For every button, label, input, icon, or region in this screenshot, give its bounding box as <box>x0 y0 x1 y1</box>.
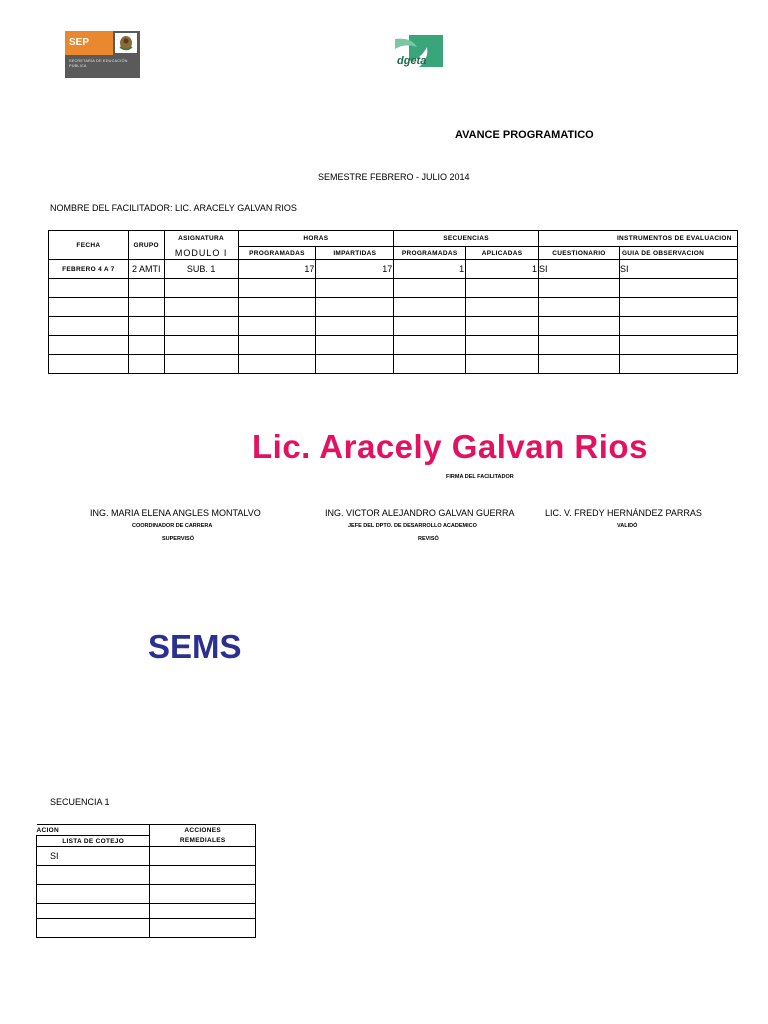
header-cuestionario: CUESTIONARIO <box>538 247 619 260</box>
header-secuencias: SECUENCIAS <box>394 231 539 247</box>
signature-label: FIRMA DEL FACILITADOR <box>446 474 514 480</box>
table-row <box>37 866 256 885</box>
table-row <box>49 298 738 317</box>
cell-lista-cotejo: SI <box>37 847 150 866</box>
header-programadas-horas: PROGRAMADAS <box>238 247 316 260</box>
header-guia: GUIA DE OBSERVACION <box>619 247 737 260</box>
signer-role-1: COORDINADOR DE CARRERA <box>132 523 213 529</box>
sep-logo-subtitle: SECRETARÍA DE EDUCACIÓN PÚBLICA <box>69 59 128 68</box>
signer-role-2: JEFE DEL DPTO. DE DESARROLLO ACADEMICO <box>348 523 477 529</box>
facilitador-label: NOMBRE DEL FACILITADOR: LIC. ARACELY GALVAN RIOS <box>50 203 297 213</box>
secuencia-label: SECUENCIA 1 <box>50 797 110 807</box>
cell-asignatura: SUB. 1 <box>164 260 238 279</box>
signer-role-3: VALIDÓ <box>617 523 638 529</box>
table-row <box>37 919 256 938</box>
header-acciones: ACCIONES <box>150 825 256 836</box>
avance-table <box>48 230 738 374</box>
table-row <box>37 847 256 866</box>
signature-name: Lic. Aracely Galvan Rios <box>252 428 648 465</box>
cell-guia: SI <box>619 260 737 279</box>
signer-action-2: REVISÓ <box>418 536 439 542</box>
cell-impartidas: 17 <box>316 260 394 279</box>
header-programadas-secuencias: PROGRAMADAS <box>394 247 466 260</box>
header-acion: ACION <box>37 825 150 836</box>
cell-grupo: 2 AMTI <box>128 260 164 279</box>
sems-label: SEMS <box>148 628 242 665</box>
header-aplicadas: APLICADAS <box>466 247 539 260</box>
signer-name-2: ING. VICTOR ALEJANDRO GALVAN GUERRA <box>325 508 515 518</box>
table-row <box>49 336 738 355</box>
table-row <box>37 885 256 904</box>
header-impartidas: IMPARTIDAS <box>316 247 394 260</box>
header-asignatura: ASIGNATURA <box>164 231 238 247</box>
header-grupo: GRUPO <box>128 231 164 260</box>
cell-programadas-horas: 17 <box>238 260 316 279</box>
signer-action-1: SUPERVISÓ <box>162 536 194 542</box>
table-row <box>49 355 738 374</box>
header-lista-cotejo: LISTA DE COTEJO <box>37 836 150 847</box>
page-title: AVANCE PROGRAMATICO <box>455 129 594 141</box>
secuencia-table <box>36 824 256 938</box>
dgeta-logo-label: dgeta <box>397 55 427 67</box>
header-fecha: FECHA <box>49 231 129 260</box>
table-row <box>49 317 738 336</box>
sep-logo-label: SEP <box>65 31 113 55</box>
header-horas: HORAS <box>238 231 394 247</box>
table-row <box>49 279 738 298</box>
header-instrumentos: INSTRUMENTOS DE EVALUACION <box>538 231 737 247</box>
table-row <box>49 260 738 279</box>
cell-programadas-secuencias: 1 <box>394 260 466 279</box>
table-row <box>37 904 256 919</box>
cell-aplicadas: 1 <box>466 260 539 279</box>
cell-cuestionario: SI <box>538 260 619 279</box>
header-remediales: REMEDIALES <box>150 836 256 847</box>
semestre-label: SEMESTRE FEBRERO - JULIO 2014 <box>318 172 470 182</box>
signer-name-3: LIC. V. FREDY HERNÁNDEZ PARRAS <box>545 508 702 518</box>
header-modulo: MODULO I <box>164 247 238 260</box>
signer-name-1: ING. MARIA ELENA ANGLES MONTALVO <box>90 508 261 518</box>
cell-fecha: FEBRERO 4 A 7 <box>49 260 129 279</box>
